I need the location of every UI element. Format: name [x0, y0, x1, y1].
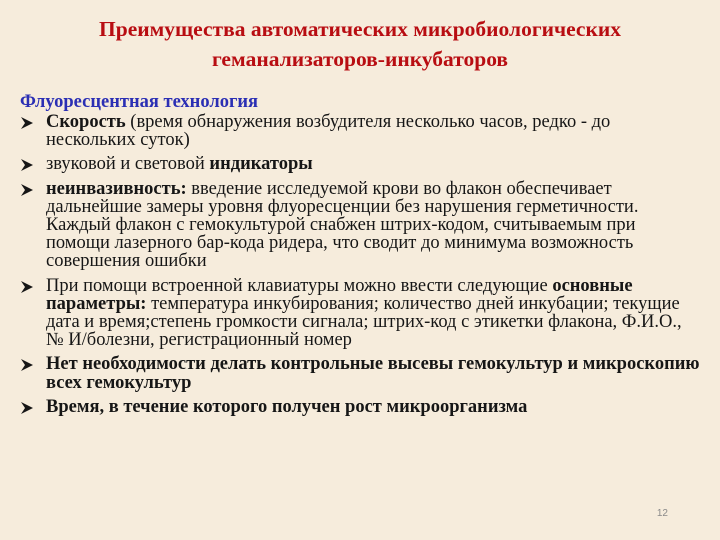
arrowhead-bullet-icon	[20, 116, 34, 130]
bullet-growth-time-bold: Время, в течение которого получен рост микроорганизма	[46, 396, 528, 417]
slide-title	[20, 14, 700, 74]
page-number: 12	[656, 508, 668, 519]
bullet-list	[20, 113, 700, 422]
slide-title-line-1: Преимущества автоматических микробиологических	[99, 17, 621, 41]
bullet-speed-text: (время обнаружения возбудителя несколько часов, редко - до нескольких суток)	[46, 112, 611, 151]
bullet-item-noninvasive	[20, 180, 700, 271]
bullet-item-no-control	[20, 355, 700, 391]
bullet-keyboard-text-after: температура инкубирования; количество дней инкубации; текущие дата и время;степень громкости сигнала; штрих-код с этикетки флакона, Ф.И.О., № И/болезни, регистрационный номер	[46, 293, 682, 351]
arrowhead-bullet-icon	[20, 280, 34, 294]
bullet-item-growth-time	[20, 398, 700, 416]
bullet-noninvasive-text: введение исследуемой крови во флакон обеспечивает дальнейшие замеры уровня флуоресценции без нарушения герметичности. Каждый флакон с гемокультурой снабжен штрих-кодом, считываемым при помощи лазерного бар-кода ридера, что сводит до минимума возможность совершения ошибки	[46, 178, 639, 272]
bullet-item-indicators	[20, 155, 700, 173]
bullet-keyboard-text-before: При помощи встроенной клавиатуры можно ввести следующие	[46, 275, 553, 296]
arrowhead-bullet-icon	[20, 358, 34, 372]
bullet-noninvasive-bold: неинвазивность:	[46, 178, 187, 199]
arrowhead-bullet-icon	[20, 158, 34, 172]
bullet-speed-bold: Скорость	[46, 112, 126, 132]
bullet-item-speed	[20, 113, 700, 149]
section-subtitle: Флуоресцентная технология	[20, 92, 259, 112]
bullet-indicators-text: звуковой и световой	[46, 154, 210, 175]
bullet-indicators-bold: индикаторы	[209, 154, 313, 175]
slide-title-line-2: гемaнализаторов-инкубаторов	[211, 47, 509, 71]
bullet-keyboard-bold: основные параметры:	[46, 275, 633, 314]
bullet-no-control-bold: Нет необходимости делать контрольные высевы гемокультур и микроскопию всех гемокультур	[46, 354, 700, 393]
arrowhead-bullet-icon	[20, 183, 34, 197]
arrowhead-bullet-icon	[20, 401, 34, 415]
bullet-item-keyboard-parameters	[20, 277, 700, 350]
